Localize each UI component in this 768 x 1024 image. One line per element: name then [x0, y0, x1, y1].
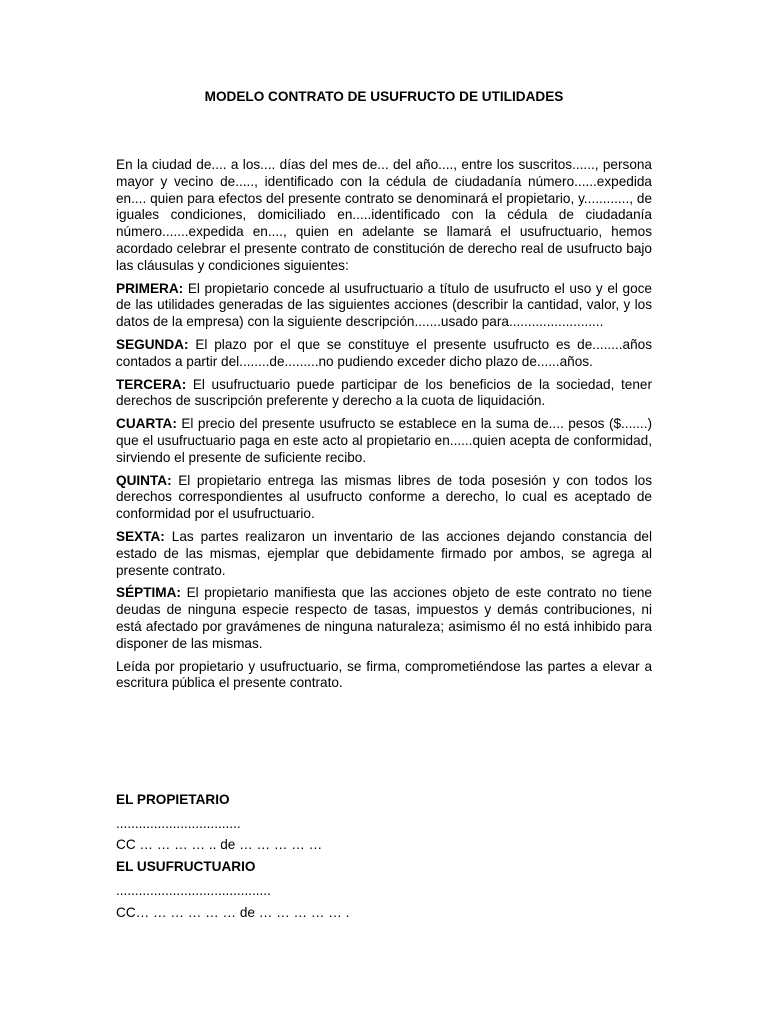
clause-septima: [116, 585, 652, 652]
clause-text: Las partes realizaron un inventario de las acciones dejando constancia del estado de las mismas, ejemplar que debidamente firmado por ambos, se agrega al presente contrato.: [116, 528, 652, 578]
clause-label: SEXTA:: [116, 528, 165, 544]
clause-primera: [116, 281, 652, 331]
document-title: MODELO CONTRATO DE USUFRUCTO DE UTILIDADES: [204, 89, 564, 104]
intro-paragraph: En la ciudad de.... a los.... días del mes de... del año...., entre los suscritos......, persona mayor y vecino de....., identificado con la cédula de ciudadanía número......expedida en.... quien para efectos del presente contrato se denominará el propietario, y............, de iguales condiciones, domiciliado en.....identificado con la cédula de ciudadanía número.......expedida en...., quien en adelante se llamará el usufructuario, hemos acordado celebrar el presente contrato de constitución de derecho real de usufructo bajo las cláusulas y condiciones siguientes:: [116, 157, 652, 273]
closing-paragraph: Leída por propietario y usufructuario, se firma, comprometiéndose las partes a elevar a escritura pública el presente contrato.: [116, 658, 652, 691]
clause-label: PRIMERA:: [116, 280, 184, 296]
usufructuary-signature-heading: EL USUFRUCTUARIO: [116, 859, 256, 874]
clause-text: El plazo por el que se constituye el presente usufructo es de........años contados a partir del........de.........no pudiendo exceder dicho plazo de......años.: [116, 336, 652, 369]
contract-page: [116, 88, 652, 698]
clause-text: El propietario manifiesta que las acciones objeto de este contrato no tiene deudas de ninguna especie respecto de tasas, impuestos y demás contribuciones, ni está afectado por gravámenes de ninguna naturaleza; asimismo él no está inhibido para disponer de las mismas.: [116, 585, 652, 651]
clause-label: TERCERA:: [116, 376, 187, 392]
clause-sexta: [116, 529, 652, 579]
clause-text: El usufructuario puede participar de los beneficios de la sociedad, tener derechos de suscripción preferente y derecho a la cuota de liquidación.: [116, 376, 652, 409]
clause-tercera: [116, 377, 652, 411]
clause-quinta: [116, 473, 652, 523]
clause-label: CUARTA:: [116, 416, 177, 432]
clause-text: El propietario entrega las mismas libres de toda posesión y con todos los derechos correspondientes al usufructo conforme a derecho, lo cual es aceptado de conformidad por el usufructuario.: [116, 472, 652, 522]
clause-label: SÉPTIMA:: [116, 585, 181, 601]
clause-text: El propietario concede al usufructuario a título de usufructo el uso y el goce de las utilidades generadas de las siguientes acciones (describir la cantidad, valor, y los datos de la empresa) con la siguiente descripción.......usado para.........................: [116, 280, 652, 330]
owner-signature-heading: EL PROPIETARIO: [116, 792, 230, 807]
owner-signature-line: .................................: [116, 816, 241, 831]
clause-text: El precio del presente usufructo se establece en la suma de.... pesos ($.......) que el usufructuario paga en este acto al propietario en......quien acepta de conformidad, sirviendo el presente de suficiente recibo.: [116, 416, 652, 465]
owner-id-line: CC … … … … .. de … … … … …: [116, 837, 323, 852]
usufructuary-id-line: CC… … … … … … de … … … … … .: [116, 905, 350, 920]
clause-cuarta: [116, 416, 652, 466]
usufructuary-signature-line: .........................................: [116, 883, 271, 898]
clause-label: QUINTA:: [116, 472, 172, 488]
clause-label: SEGUNDA:: [116, 336, 189, 352]
clause-segunda: [116, 337, 652, 371]
